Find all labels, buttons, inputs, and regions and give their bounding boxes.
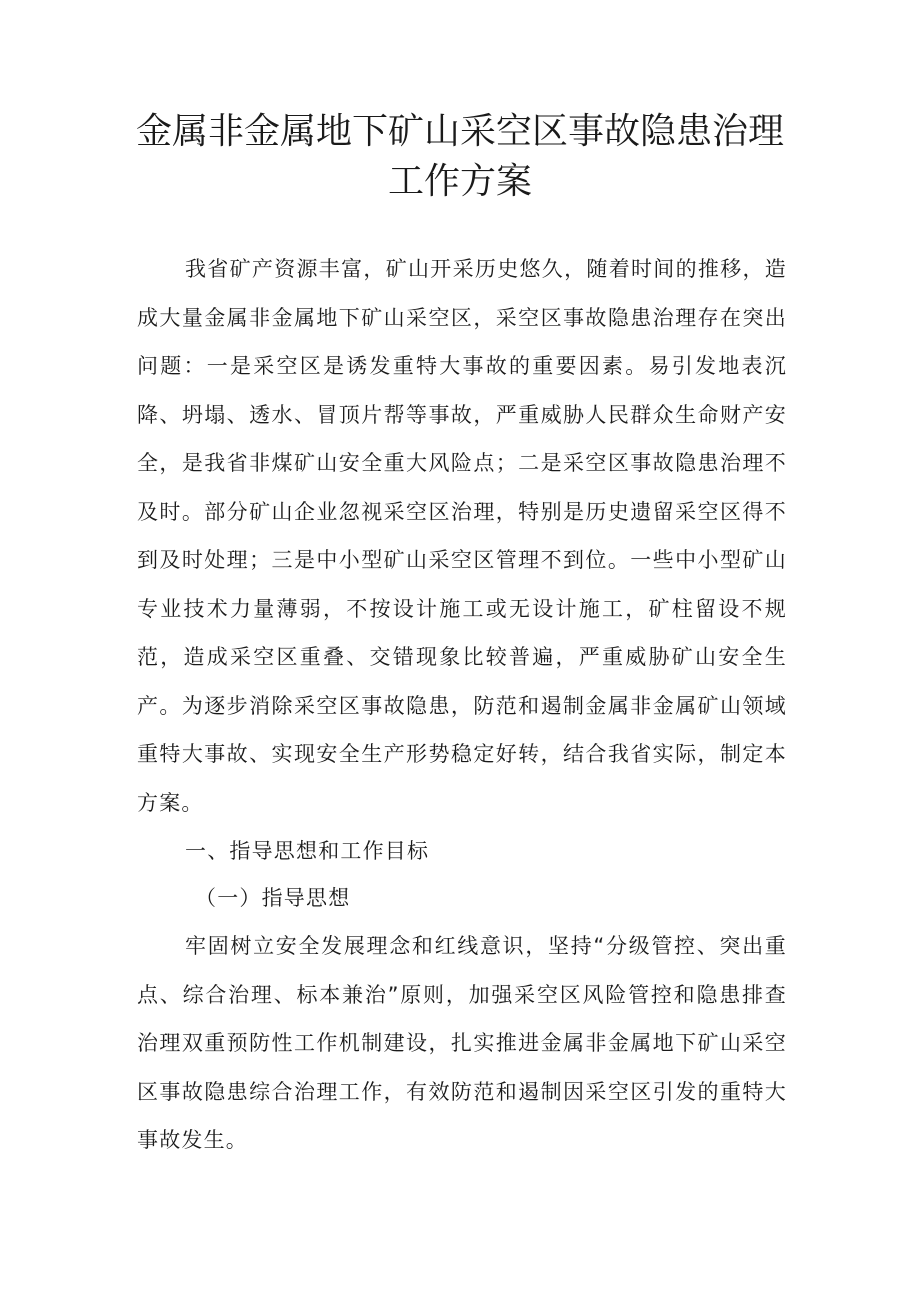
- guiding-ideology-paragraph: 牢固树立安全发展理念和红线意识，坚持“分级管控、突出重点、综合治理、标本兼治”原则，加强采空区风险管控和隐患排查治理双重预防性工作机制建设，扎实推进金属非金属地下矿山采空区事故隐患综合治理工作，有效防范和遏制因采空区引发的重特大事故发生。: [137, 934, 787, 1152]
- intro-paragraph: 我省矿产资源丰富，矿山开采历史悠久，随着时间的推移，造成大量金属非金属地下矿山采空区，采空区事故隐患治理存在突出问题：一是采空区是诱发重特大事故的重要因素。易引发地表沉降、坍塌、透水、冒顶片帮等事故，严重威胁人民群众生命财产安全，是我省非煤矿山安全重大风险点；二是采空区事故隐患治理不及时。部分矿山企业忽视采空区治理，特别是历史遗留采空区得不到及时处理；三是中小型矿山采空区管理不到位。一些中小型矿山专业技术力量薄弱，不按设计施工或无设计施工，矿柱留设不规范，造成采空区重叠、交错现象比较普遍，严重威胁矿山安全生产。为逐步消除采空区事故隐患，防范和遏制金属非金属矿山领域重特大事故、实现安全生产形势稳定好转，结合我省实际，制定本方案。: [137, 257, 787, 815]
- document-title-line-2: 工作方案: [387, 161, 532, 202]
- subsection-heading-guiding-ideology: （一）指导思想: [195, 886, 351, 910]
- section-heading-guiding-ideology-and-goals: 一、指导思想和工作目标: [185, 839, 430, 863]
- document-title-line-1: 金属非金属地下矿山采空区事故隐患治理: [135, 111, 784, 152]
